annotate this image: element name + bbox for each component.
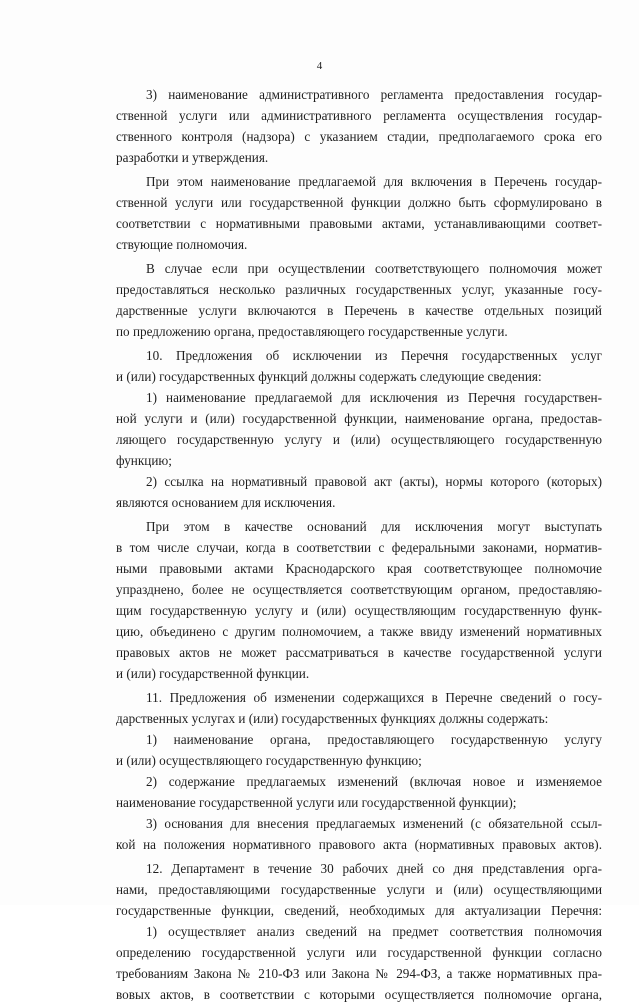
- text-line: 2) содержание предлагаемых изменений (включая новое и изменяемое: [146, 774, 602, 789]
- text-line: соответствии с нормативными правовыми актами, устанавливающими соответ-: [116, 216, 602, 231]
- text-line: 2) ссылка на нормативный правовой акт (акты), нормы которого (которых): [146, 474, 602, 489]
- text-line: ственной услуги или административного регламента осуществления государ-: [116, 108, 602, 123]
- text-line: 11. Предложения об изменении содержащихся в Перечне сведений о госу-: [146, 690, 602, 705]
- text-line: по предложению органа, предоставляющего государственные услуги.: [116, 324, 508, 339]
- text-line: нами, предоставляющими государственные услуги и (или) осуществляющими: [116, 882, 602, 897]
- text-line: предоставляться несколько различных государственных услуг, указанные госу-: [116, 282, 602, 297]
- text-line: требованиям Закона № 210-ФЗ или Закона № 294-ФЗ, а также нормативных пра-: [116, 966, 602, 981]
- text-line: государственные функции, сведений, необходимых для актуализации Перечня:: [116, 903, 602, 918]
- text-line: дарственных услугах и (или) государственных функциях должны содержать:: [116, 711, 549, 726]
- text-line: ной услуги и (или) государственной функции, наименование органа, предостав-: [116, 411, 602, 426]
- text-line: дарственные услуги включаются в Перечень в качестве отдельных позиций: [116, 303, 602, 318]
- text-line: и (или) государственной функции.: [116, 666, 310, 681]
- text-line: ственного контроля (надзора) с указанием стадии, предполагаемого срока его: [116, 129, 602, 144]
- page-number: 4: [316, 60, 323, 72]
- text-line: вовых актов, в соответствии с которыми осуществляется полномочие органа,: [116, 987, 602, 1002]
- text-line: При этом в качестве оснований для исключения могут выступать: [146, 519, 602, 534]
- text-line: правовых актов не может рассматриваться в качестве государственной услуги: [116, 645, 602, 660]
- text-line: При этом наименование предлагаемой для включения в Перечень государ-: [146, 174, 602, 189]
- text-line: ственной услуги или государственной функции должно быть сформулировано в: [116, 195, 602, 210]
- text-line: 3) основания для внесения предлагаемых изменений (с обязательной ссыл-: [146, 816, 602, 831]
- text-line: определению государственной услуги или государственной функции согласно: [116, 945, 602, 960]
- text-line: 1) наименование предлагаемой для исключения из Перечня государствен-: [146, 390, 602, 405]
- text-line: В случае если при осуществлении соответствующего полномочия может: [146, 261, 602, 276]
- text-line: 10. Предложения об исключении из Перечня государственных услуг: [146, 348, 602, 363]
- text-line: ствующие полномочия.: [116, 237, 248, 252]
- text-line: в том числе случаи, когда в соответствии с федеральными законами, норматив-: [116, 540, 602, 555]
- text-line: являются основанием для исключения.: [116, 495, 336, 510]
- text-line: ляющего государственную услугу и (или) осуществляющего государственную: [116, 432, 602, 447]
- text-line: упразднено, более не осуществляется соответствующим органом, предоставляю-: [116, 582, 602, 597]
- text-line: кой на положения нормативного правового акта (нормативных правовых актов).: [116, 837, 602, 852]
- text-line: 1) наименование органа, предоставляющего государственную услугу: [146, 732, 602, 747]
- text-line: ными правовыми актами Краснодарского края соответствующее полномочие: [116, 561, 602, 576]
- text-line: и (или) осуществляющего государственную функцию;: [116, 753, 422, 768]
- text-line: функцию;: [116, 453, 172, 468]
- text-line: наименование государственной услуги или государственной функции);: [116, 795, 517, 810]
- text-line: и (или) государственных функций должны содержать следующие сведения:: [116, 369, 542, 384]
- text-line: 1) осуществляет анализ сведений на предмет соответствия полномочия: [146, 924, 602, 939]
- text-line: 12. Департамент в течение 30 рабочих дней со дня представления орга-: [146, 861, 602, 876]
- document-body: [116, 84, 602, 1005]
- text-line: 3) наименование административного регламента предоставления государ-: [146, 87, 602, 102]
- text-line: цию, объединено с другим полномочием, а также ввиду изменений нормативных: [116, 624, 602, 639]
- text-line: щим государственную услугу и (или) осуществляющим государственную функ-: [116, 603, 602, 618]
- text-line: разработки и утверждения.: [116, 150, 269, 165]
